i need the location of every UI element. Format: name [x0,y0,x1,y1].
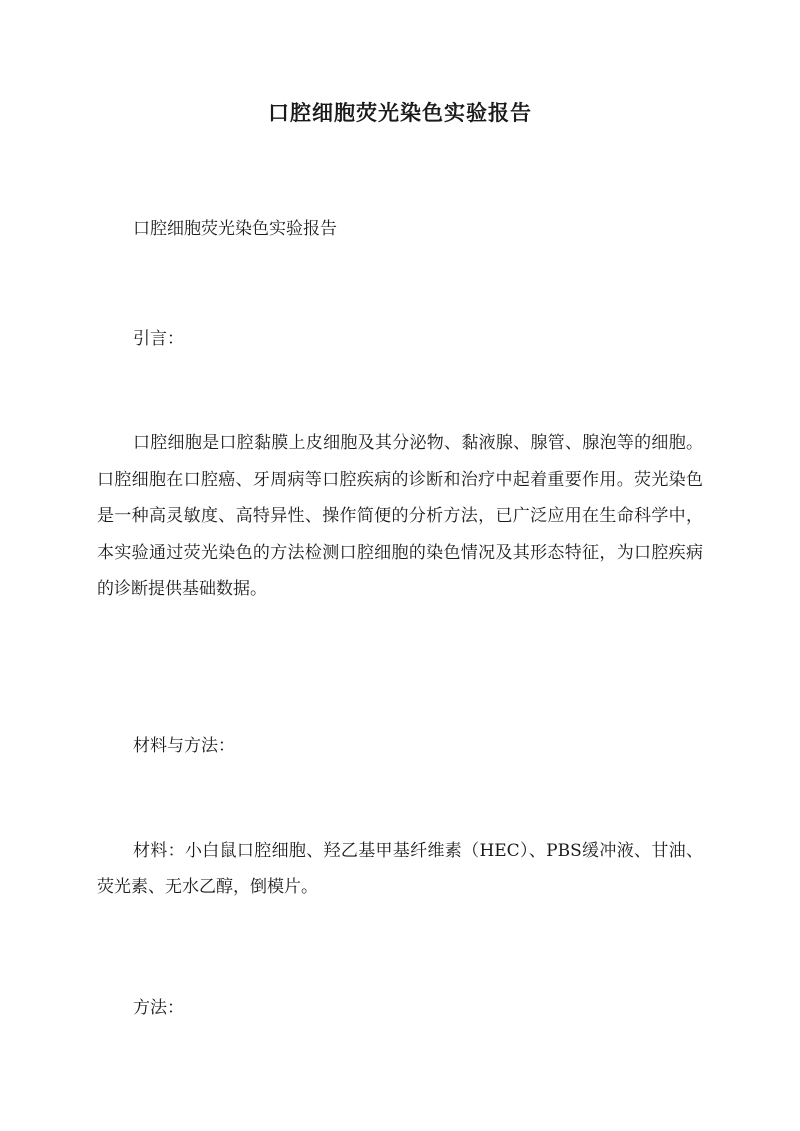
materials-paragraph: 材料：小白鼠口腔细胞、羟乙基甲基纤维素（HEC）、PBS缓冲液、甘油、荧光素、无水乙醇，倒模片。 [97,841,703,897]
introduction-paragraph: 口腔细胞是口腔黏膜上皮细胞及其分泌物、黏液腺、腺管、腺泡等的细胞。口腔细胞在口腔癌、牙周病等口腔疾病的诊断和治疗中起着重要作用。荧光染色是一种高灵敏度、高特异性、操作简便的分析方法，已广泛应用在生命科学中，本实验通过荧光染色的方法检测口腔细胞的染色情况及其形态特征，为口腔疾病的诊断提供基础数据。 [97,433,703,599]
document-title: 口腔细胞荧光染色实验报告 [268,100,532,125]
materials-methods-heading: 材料与方法： [133,736,235,756]
introduction-heading: 引言： [133,329,184,349]
subtitle-paragraph: 口腔细胞荧光染色实验报告 [133,219,337,239]
methods-heading: 方法： [133,998,184,1018]
